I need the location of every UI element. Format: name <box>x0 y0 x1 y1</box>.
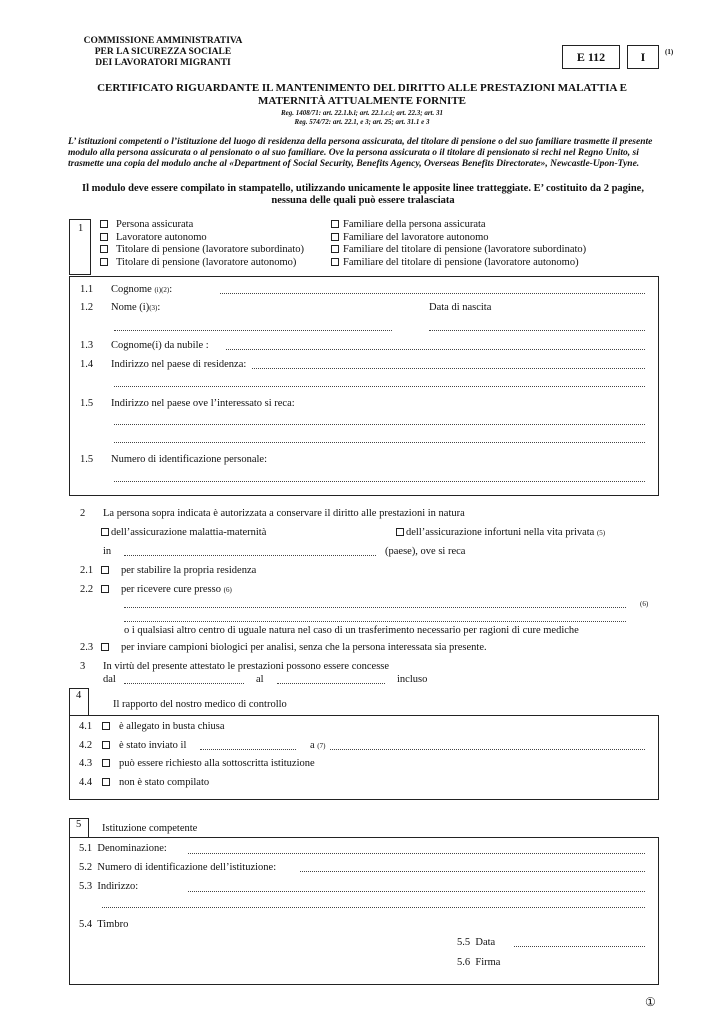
item-4-3[interactable] <box>102 758 315 769</box>
field-1-5-label: Indirizzo nel paese ove l’interessato si reca: <box>111 398 295 409</box>
opt-label: dell’assicurazione malattia-maternità <box>111 527 267 538</box>
item-4-1[interactable] <box>102 721 225 732</box>
field-1-6-label: Numero di identificazione personale: <box>111 454 267 465</box>
label-text: Cognome <box>111 284 152 295</box>
opt-pensioner-employed[interactable] <box>100 244 304 257</box>
form-code: E 112 <box>576 50 606 64</box>
field-1-4-label: Indirizzo nel paese di residenza: <box>111 359 247 370</box>
section-5-box <box>69 837 659 985</box>
checkbox[interactable] <box>101 528 109 536</box>
num: 5.6 <box>457 957 471 968</box>
care-facility-field-2[interactable] <box>124 621 626 622</box>
item-label: per inviare campioni biologici per analisi, senza che la persona interessata sia presente. <box>121 642 487 653</box>
checkbox[interactable] <box>102 759 110 767</box>
destination-address-field[interactable] <box>114 424 645 425</box>
item-2-2[interactable] <box>101 584 232 595</box>
field-5-4 <box>79 919 128 930</box>
field-1-4-num: 1.4 <box>80 359 94 370</box>
checkbox[interactable] <box>100 220 108 228</box>
item-4-3-num: 4.3 <box>79 758 93 769</box>
field-1-2-num: 1.2 <box>80 302 94 313</box>
page-number: ① <box>645 995 656 1009</box>
opt-label: Persona assicurata <box>116 219 194 230</box>
dal-label: dal <box>103 674 116 685</box>
first-name-field[interactable] <box>114 330 392 331</box>
al-label: al <box>256 674 264 685</box>
beneficiary-type-left <box>100 219 304 269</box>
checkbox[interactable] <box>101 643 109 651</box>
org-line-1: COMMISSIONE AMMINISTRATIVA <box>83 36 243 46</box>
item-label: può essere richiesto alla sottoscritta istituzione <box>119 758 315 769</box>
institution-address-field[interactable] <box>188 891 645 892</box>
institution-name-field[interactable] <box>188 853 645 854</box>
opt-label: Lavoratore autonomo <box>116 231 207 243</box>
opt-family-pensioner-self-employed[interactable] <box>331 257 586 270</box>
section-4-title: Il rapporto del nostro medico di controllo <box>113 699 287 710</box>
checkbox[interactable] <box>102 741 110 749</box>
residence-address-field[interactable] <box>252 368 645 369</box>
num: 5.1 <box>79 843 93 854</box>
note: (5) <box>596 529 606 537</box>
section-1-number: 1 <box>78 223 84 234</box>
item-2-1-num: 2.1 <box>80 565 94 576</box>
opt-label: Titolare di pensione (lavoratore subordinato) <box>116 244 304 255</box>
item-2-2-num: 2.2 <box>80 584 94 595</box>
regulation-1: Reg. 1408/71: art. 22.1.b.i; art. 22.1.c.i; art. 22.3; art. 31 <box>281 109 443 117</box>
section-3-text: In virtù del presente attestato le prestazioni possono essere concesse <box>103 661 390 672</box>
checkbox[interactable] <box>101 566 109 574</box>
birth-date-label: Data di nascita <box>429 302 492 313</box>
section-5-number-box <box>69 818 89 838</box>
field-5-3 <box>79 881 138 892</box>
item-4-2-a <box>310 740 325 751</box>
form-title <box>60 82 664 108</box>
item-4-2-num: 4.2 <box>79 740 93 751</box>
instruction-text: Il modulo deve essere compilato in stampatello, utilizzando unicamente le apposite linee tratteggiate. E’ costituito da 2 pagine, nessuna delle quali può essere tralasciata <box>82 183 644 206</box>
num: 5.5 <box>457 937 471 948</box>
colon: : <box>169 284 173 295</box>
section-3-number: 3 <box>80 661 86 672</box>
personal-id-field[interactable] <box>114 481 645 482</box>
checkbox[interactable] <box>100 233 108 241</box>
maiden-name-field[interactable] <box>226 349 645 350</box>
section-4-number: 4 <box>76 690 82 701</box>
field-1-5-num: 1.5 <box>80 398 94 409</box>
item-2-1[interactable] <box>101 565 256 576</box>
colon: : <box>157 302 161 313</box>
title-line-1: CERTIFICATO RIGUARDANTE IL MANTENIMENTO DEL DIRITTO ALLE PRESTAZIONI MALATTIA E <box>97 82 627 94</box>
opt-family-insured[interactable] <box>331 219 586 232</box>
form-code-box <box>562 45 620 69</box>
section-5-title: Istituzione competente <box>102 823 198 834</box>
section-2-text: La persona sopra indicata è autorizzata a conservare il diritto alle prestazioni in natura <box>103 508 465 519</box>
care-facility-note: (6) <box>640 600 649 608</box>
issuer-organization <box>78 36 248 69</box>
field-1-1-num: 1.1 <box>80 284 94 295</box>
destination-address-field-2[interactable] <box>114 442 645 443</box>
field-5-1 <box>79 843 167 854</box>
item-label: per ricevere cure presso <box>121 584 221 595</box>
label-text: Denominazione: <box>97 843 167 854</box>
date-from-field[interactable] <box>124 683 244 684</box>
label-text: Timbro <box>97 919 129 930</box>
field-1-1-label <box>111 284 172 295</box>
surname-field[interactable] <box>220 293 645 294</box>
checkbox[interactable] <box>331 258 339 266</box>
country-suffix: (paese), ove si reca <box>385 546 466 557</box>
opt-sickness-maternity[interactable] <box>101 527 266 538</box>
checkbox[interactable] <box>100 258 108 266</box>
intro-text: L’ istituzioni competenti o l’istituzione del luogo di residenza della persona assicurata, del titolare di pensione o del suo familiare trasmette il presente modulo alla persona assicurata o al pensionato o al suo familiare. Ove la persona assicurata o il titolare di pensionato si rechi nel Regno Unito, si trasmette una copia del modulo anche al «Department of Social Security, Benefits Agency, Overseas Benefits Directorate», Newcastle-Upon-Tyne. <box>68 137 653 169</box>
date-to-field[interactable] <box>277 683 385 684</box>
item-label: non è stato compilato <box>119 777 210 788</box>
opt-label: Familiare del titolare di pensione (lavoratore autonomo) <box>343 256 579 268</box>
opt-label: Familiare del titolare di pensione (lavoratore subordinato) <box>343 244 587 255</box>
num: 5.3 <box>79 881 93 892</box>
regulation-refs <box>160 109 564 127</box>
opt-family-self-employed[interactable] <box>331 232 586 245</box>
item-label: per stabilire la propria residenza <box>121 565 257 576</box>
sent-to-field[interactable] <box>330 749 645 750</box>
opt-label: Familiare della persona assicurata <box>343 219 486 230</box>
num: 5.4 <box>79 919 93 930</box>
field-1-6-num: 1.5 <box>80 454 94 465</box>
label-text: Numero di identificazione dell’istituzione: <box>97 862 277 873</box>
country-code: I <box>640 50 646 64</box>
a-label: a <box>310 740 315 751</box>
section-1-number-box <box>69 219 91 275</box>
field-1-3-num: 1.3 <box>80 340 94 351</box>
section-4-number-box <box>69 688 89 716</box>
checkbox[interactable] <box>102 722 110 730</box>
item-2-3-num: 2.3 <box>80 642 94 653</box>
opt-self-employed[interactable] <box>100 232 304 245</box>
checkbox[interactable] <box>331 233 339 241</box>
field-5-6 <box>457 957 500 968</box>
num: 5.2 <box>79 862 93 873</box>
org-line-3: DEI LAVORATORI MIGRANTI <box>95 58 231 68</box>
item-2-2-extra: o i qualsiasi altro centro di uguale natura nel caso di un trasferimento necessario per ragioni di cure mediche <box>124 625 579 636</box>
beneficiary-type-right <box>331 219 586 269</box>
incluso-label: incluso <box>397 674 428 685</box>
item-4-2[interactable] <box>102 740 186 751</box>
checkbox[interactable] <box>331 245 339 253</box>
opt-label: Familiare del lavoratore autonomo <box>343 231 489 243</box>
sent-date-field[interactable] <box>200 749 296 750</box>
section-2-number: 2 <box>80 508 86 519</box>
destination-country-field[interactable] <box>124 555 376 556</box>
org-line-2: PER LA SICUREZZA SOCIALE <box>94 47 232 57</box>
opt-insured-person[interactable] <box>100 219 304 232</box>
note: (3) <box>149 304 158 312</box>
institution-address-field-2[interactable] <box>102 907 645 908</box>
checkbox[interactable] <box>100 245 108 253</box>
care-facility-field[interactable] <box>124 607 626 608</box>
item-2-3[interactable] <box>101 642 487 653</box>
in-label: in <box>103 546 112 557</box>
label-text: Data <box>475 937 496 948</box>
note: (7) <box>317 742 326 750</box>
label-text: Indirizzo: <box>97 881 139 892</box>
residence-address-field-2[interactable] <box>114 386 645 387</box>
checkbox[interactable] <box>331 220 339 228</box>
checkbox[interactable] <box>101 585 109 593</box>
note: (i)(2) <box>154 286 170 294</box>
item-label: è stato inviato il <box>119 740 187 751</box>
opt-label: dell’assicurazione infortuni nella vita privata <box>406 527 595 538</box>
title-line-2: MATERNITÀ ATTUALMENTE FORNITE <box>257 95 466 107</box>
birth-date-field[interactable] <box>429 330 645 331</box>
opt-label: Titolare di pensione (lavoratore autonomo) <box>116 256 297 268</box>
field-5-2 <box>79 862 276 873</box>
opt-family-pensioner-employed[interactable] <box>331 244 586 257</box>
label-text: Nome (i) <box>111 302 150 313</box>
date-field[interactable] <box>514 946 645 947</box>
field-1-2-label <box>111 302 160 313</box>
item-4-4[interactable] <box>102 777 209 788</box>
field-5-5 <box>457 937 495 948</box>
note-ref: (1) <box>665 48 674 56</box>
checkbox[interactable] <box>102 778 110 786</box>
field-1-3-label: Cognome(i) da nubile : <box>111 340 209 351</box>
checkbox[interactable] <box>396 528 404 536</box>
regulation-2: Reg. 574/72: art. 22.1, e 3; art. 25; art. 31.1 e 3 <box>294 118 430 126</box>
item-4-1-num: 4.1 <box>79 721 93 732</box>
label-text: Firma <box>475 957 501 968</box>
section-5-number: 5 <box>76 819 82 830</box>
opt-pensioner-self-employed[interactable] <box>100 257 304 270</box>
note: (6) <box>223 586 232 594</box>
item-label: è allegato in busta chiusa <box>119 721 225 732</box>
opt-private-accident[interactable] <box>396 527 605 538</box>
item-4-4-num: 4.4 <box>79 777 93 788</box>
country-code-box <box>627 45 659 69</box>
institution-id-field[interactable] <box>300 871 645 872</box>
